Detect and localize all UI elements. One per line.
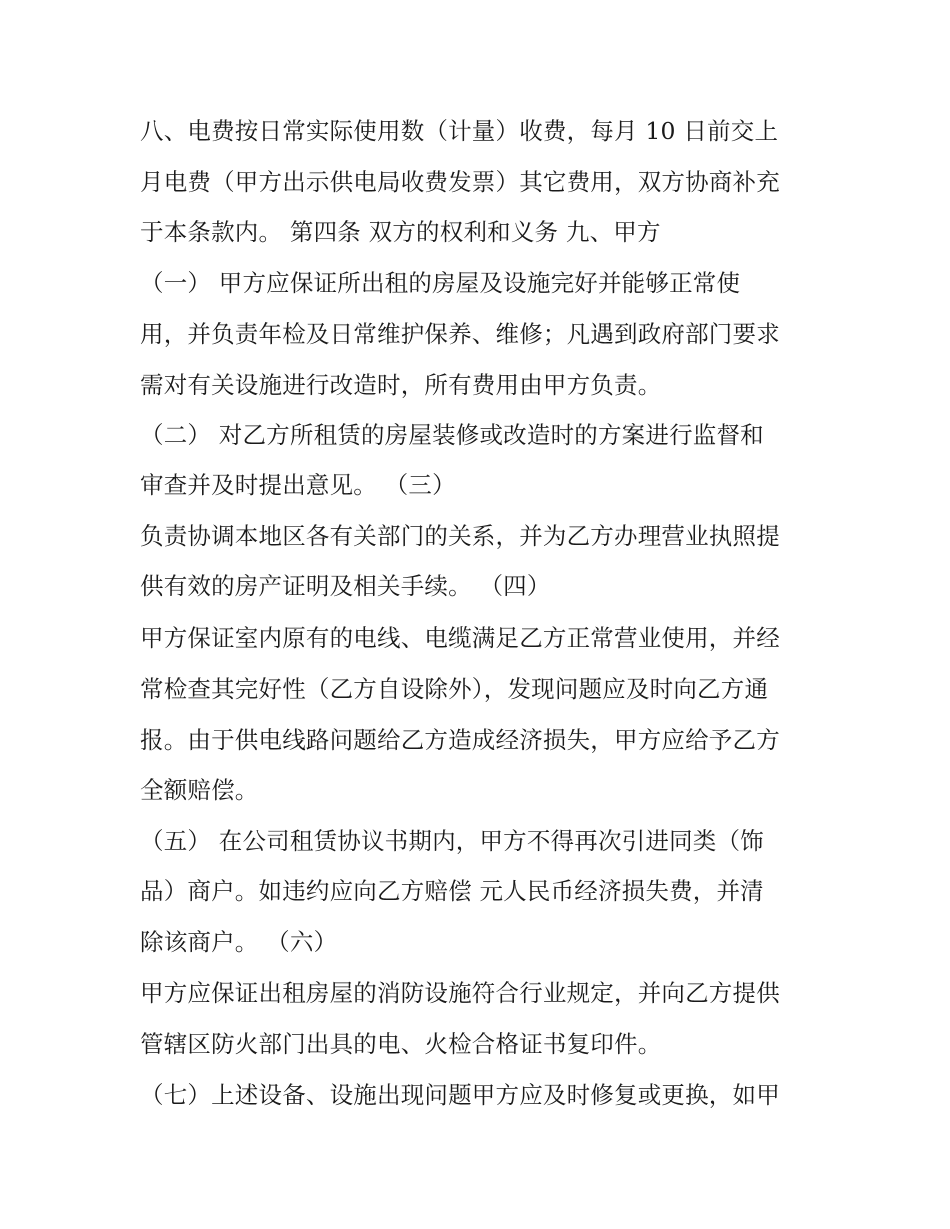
text-line: 用，并负责年检及日常维护保养、维修；凡遇到政府部门要求	[140, 320, 780, 348]
text-line: 甲方应保证出租房屋的消防设施符合行业规定，并向乙方提供	[140, 979, 780, 1007]
text-line: （五） 在公司租赁协议书期内，甲方不得再次引进同类（饰	[140, 827, 764, 855]
text-line: 全额赔偿。	[140, 776, 259, 804]
text-line: 八、电费按日常实际使用数（计量）收费，每月 10 日前交上	[140, 117, 779, 145]
text-line: 除该商户。 （六）	[140, 928, 338, 956]
text-line: 报。由于供电线路问题给乙方造成经济损失，甲方应给予乙方	[140, 726, 780, 754]
text-line: 负责协调本地区各有关部门的关系，并为乙方办理营业执照提	[140, 522, 780, 550]
text-line: 甲方保证室内原有的电线、电缆满足乙方正常营业使用，并经	[140, 624, 780, 652]
text-line: （七）上述设备、设施出现问题甲方应及时修复或更换，如甲	[140, 1081, 780, 1109]
text-line: 于本条款内。 第四条 双方的权利和义务 九、甲方	[140, 218, 661, 246]
text-line: 常检查其完好性（乙方自设除外），发现问题应及时向乙方通	[140, 675, 769, 703]
text-line: 需对有关设施进行改造时，所有费用由甲方负责。	[140, 371, 662, 399]
text-line: 管辖区防火部门出具的电、火检合格证书复印件。	[140, 1030, 662, 1058]
text-line: 月电费（甲方出示供电局收费发票）其它费用，双方协商补充	[140, 168, 780, 196]
text-line: 品）商户。如违约应向乙方赔偿 元人民币经济损失费，并清	[140, 877, 764, 905]
text-line: 供有效的房产证明及相关手续。 （四）	[140, 572, 551, 600]
text-line: （一） 甲方应保证所出租的房屋及设施完好并能够正常使	[140, 269, 741, 297]
text-line: （二） 对乙方所租赁的房屋装修或改造时的方案进行监督和	[140, 421, 764, 449]
text-line: 审查并及时提出意见。 （三）	[140, 471, 456, 499]
